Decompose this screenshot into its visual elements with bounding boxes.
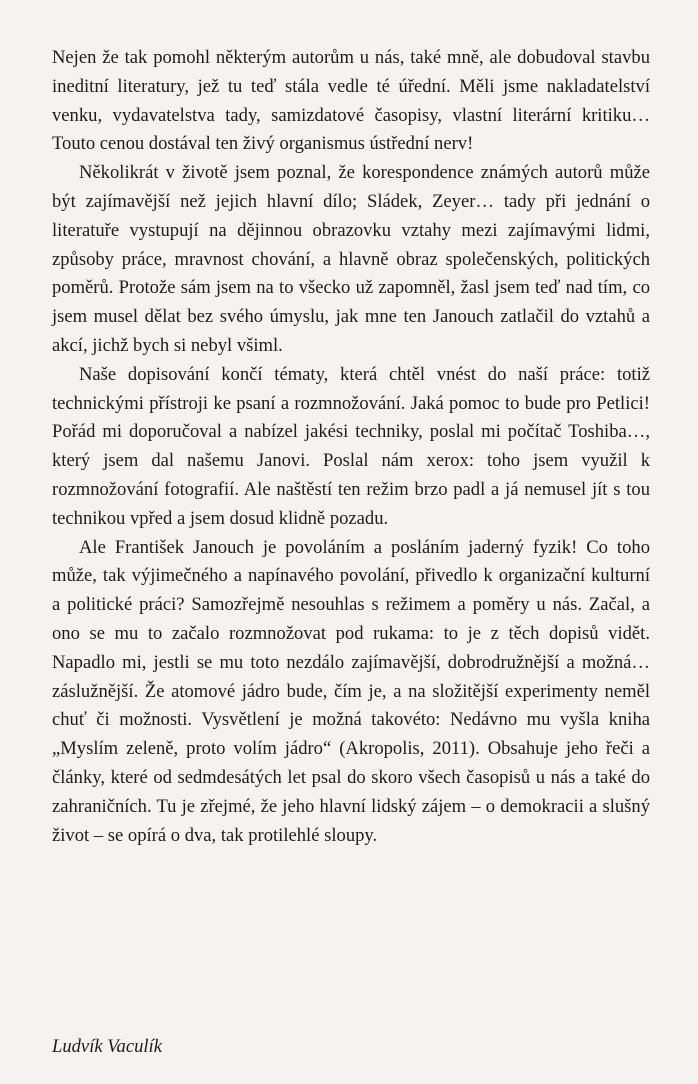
paragraph-4: Ale František Janouch je povoláním a posláním jaderný fyzik! Co toho může, tak výjimečného a napínavého povolání, přivedlo k organizační kulturní a politické práci? Samozřejmě nesouhlas s režimem a poměry u nás. Začal, a ono se mu to začalo rozmnožovat pod rukama: to je z těch dopisů vidět. Napadlo mi, jestli se mu toto nezdálo zajímavější, dobrodružnější a možná… záslužnější. Že atomové jádro bude, čím je, a na složitější experimenty neměl chuť či možnosti. Vysvětlení je možná takovéto: Nedávno mu vyšla kniha „Myslím zeleně, proto volím jádro“ (Akropolis, 2011). Obsahuje jeho řeči a články, které od sedmdesátých let psal do skoro všech časopisů u nás a také do zahraničních. Tu je zřejmé, že jeho hlavní lidský zájem – o demokracii a slušný život – se opírá o dva, tak protilehlé sloupy. — [52, 536, 650, 846]
page-body — [52, 44, 650, 850]
paragraph-1: Nejen že tak pomohl některým autorům u nás, také mně, ale dobudoval stavbu ineditní literatury, jež tu teď stála vedle té úřední. Měli jsme nakladatelství venku, vydavatelstva tady, samizdatové časopisy, vlastní literární kritiku… Touto cenou dostával ten živý organismus ústřední nerv! — [52, 47, 650, 155]
paragraph-3: Naše dopisování končí tématy, která chtěl vnést do naší práce: totiž technickými přístroji ke psaní a rozmnožování. Jaká pomoc to bude pro Petlici! Pořád mi doporučoval a nabízel jakési techniky, poslal mi počítač Toshiba…, který jsem dal našemu Janovi. Poslal nám xerox: toho jsem využil k rozmnožování fotografií. Ale naštěstí ten režim brzo padl a já nemusel jít s tou technikou vpřed a jsem dosud klidně pozadu. — [52, 363, 650, 529]
paragraph-2: Několikrát v životě jsem poznal, že korespondence známých autorů může být zajímavější než jejich hlavní dílo; Sládek, Zeyer… tady při jednání o literatuře vystupují na dějinnou obrazovku vztahy mezi zajímavými lidmi, způsoby práce, mravnost chování, a hlavně obraz společenských, politických poměrů. Protože sám jsem na to všecko už zapomněl, žasl jsem teď nad tím, co jsem musel dělat bez svého úmyslu, jak mne ten Janouch zatlačil do vztahů a akcí, jichž bych si nebyl všiml. — [52, 162, 650, 356]
author-signature: Ludvík Vaculík — [52, 1036, 162, 1057]
